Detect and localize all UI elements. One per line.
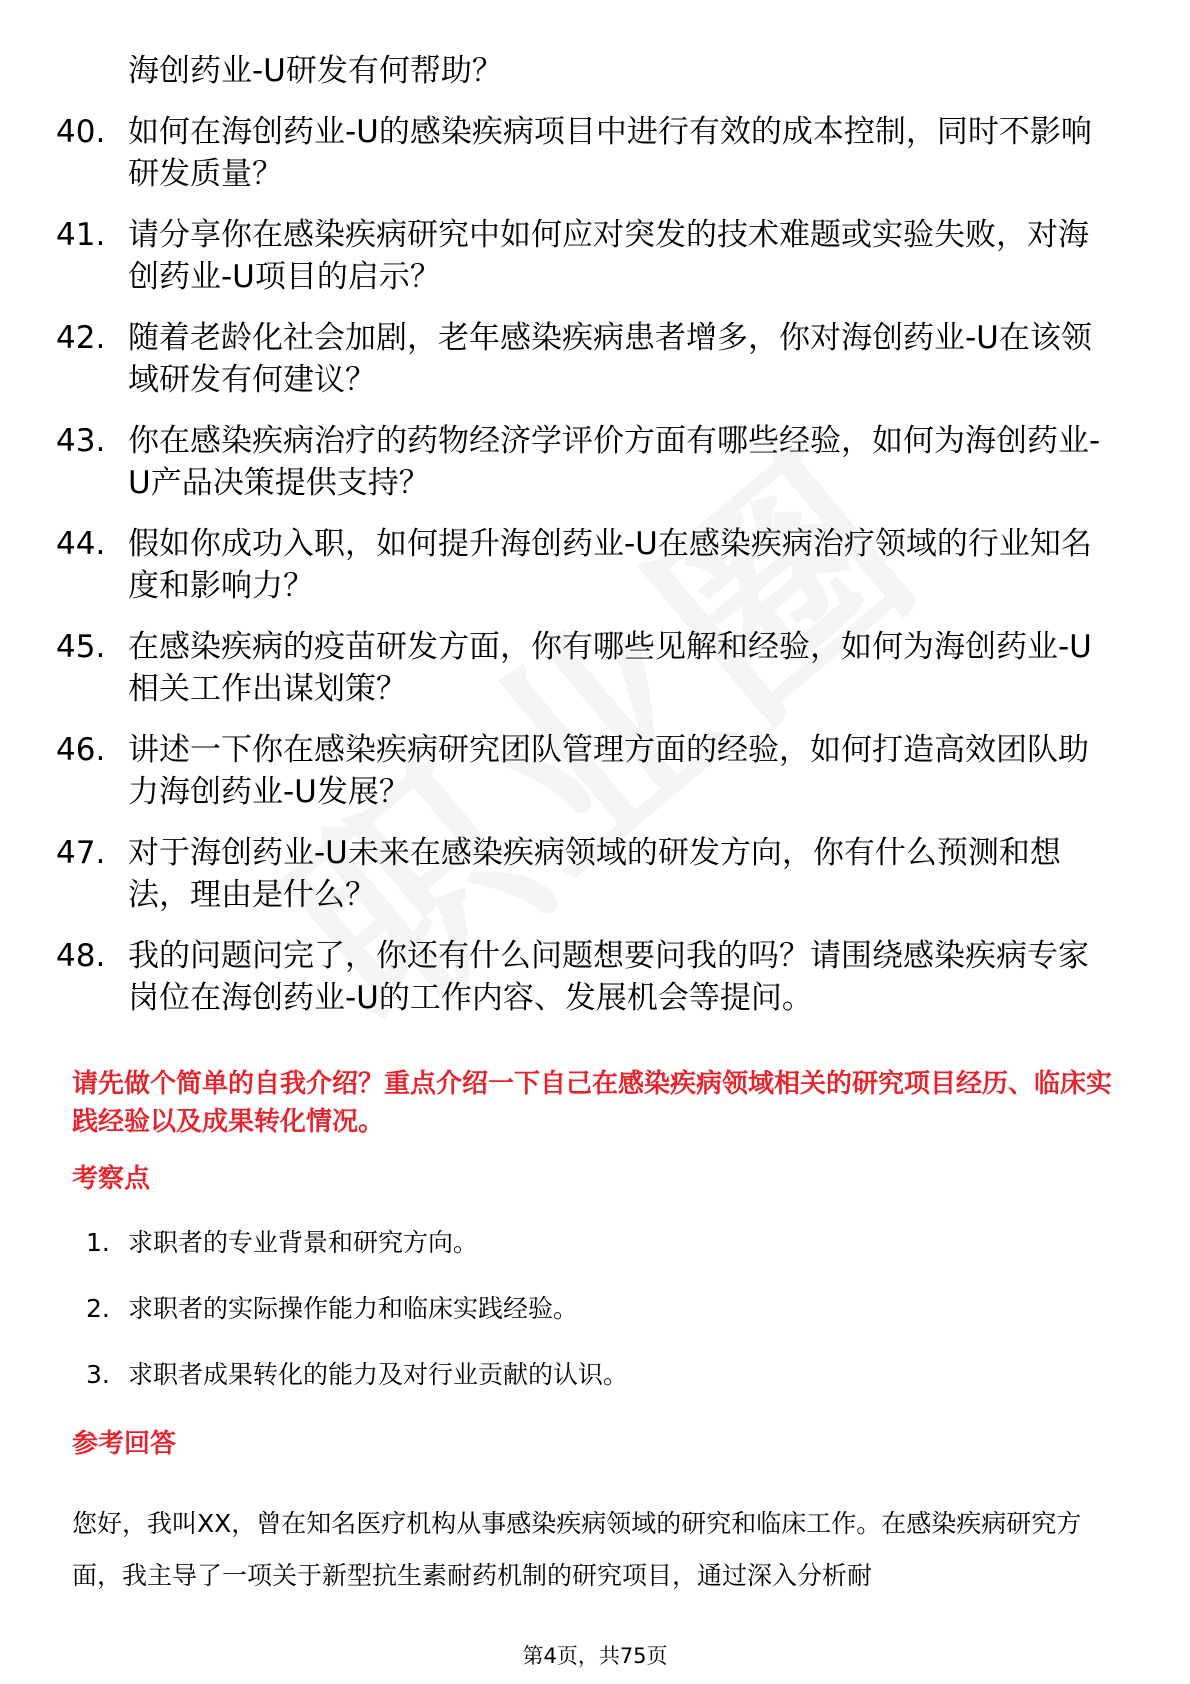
list-item xyxy=(0,420,1118,504)
list-item xyxy=(0,111,1118,195)
list-item xyxy=(0,1225,1190,1261)
list-item xyxy=(0,832,1118,916)
item-number: 41. xyxy=(56,217,106,253)
item-number: 3. xyxy=(86,1360,110,1389)
item-text: 求职者成果转化的能力及对行业贡献的认识。 xyxy=(128,1360,629,1389)
list-item xyxy=(0,626,1118,710)
item-text: 海创药业-U研发有何帮助？ xyxy=(128,53,503,89)
item-text: 请分享你在感染疾病研究中如何应对突发的技术难题或实验失败，对海创药业-U项目的启示？ xyxy=(128,217,1089,295)
reference-answer-text: 您好，我叫XX，曾在知名医疗机构从事感染疾病领域的研究和临床工作。在感染疾病研究方面，我主导了一项关于新型抗生素耐药机制的研究项目，通过深入分析耐 xyxy=(72,1509,1082,1590)
item-text: 求职者的实际操作能力和临床实践经验。 xyxy=(128,1294,579,1323)
list-item xyxy=(0,1357,1190,1393)
item-number: 1. xyxy=(86,1228,110,1257)
list-item xyxy=(0,935,1118,1019)
list-item xyxy=(0,523,1118,607)
item-number: 48. xyxy=(56,938,106,974)
item-number: 44. xyxy=(56,526,106,562)
item-number: 46. xyxy=(56,732,106,768)
question-list xyxy=(0,50,1190,1038)
item-text: 对于海创药业-U未来在感染疾病领域的研发方向，你有什么预测和想法，理由是什么？ xyxy=(128,835,1061,913)
item-text: 在感染疾病的疫苗研发方面，你有哪些见解和经验，如何为海创药业-U相关工作出谋划策？ xyxy=(128,629,1092,707)
item-text: 你在感染疾病治疗的药物经济学评价方面有哪些经验，如何为海创药业-U产品决策提供支持？ xyxy=(128,423,1101,501)
item-text: 我的问题问完了，你还有什么问题想要问我的吗？请围绕感染疾病专家岗位在海创药业-U的工作内容、发展机会等提问。 xyxy=(128,938,1089,1016)
item-text: 随着老龄化社会加剧，老年感染疾病患者增多，你对海创药业-U在该领域研发有何建议？ xyxy=(128,320,1092,398)
list-item xyxy=(0,214,1118,298)
list-item xyxy=(0,317,1118,401)
exam-points-heading: 考察点 xyxy=(72,1164,151,1194)
item-number: 43. xyxy=(56,423,106,459)
list-item xyxy=(0,1291,1190,1327)
item-number: 2. xyxy=(86,1294,110,1323)
page-footer: 第4页，共75页 xyxy=(522,1644,668,1668)
highlighted-question: 请先做个简单的自我介绍？重点介绍一下自己在感染疾病领域相关的研究项目经历、临床实践经验以及成果转化情况。 xyxy=(72,1069,1113,1137)
item-text: 假如你成功入职，如何提升海创药业-U在感染疾病治疗领域的行业知名度和影响力？ xyxy=(128,526,1092,604)
item-text: 讲述一下你在感染疾病研究团队管理方面的经验，如何打造高效团队助力海创药业-U发展？ xyxy=(128,732,1089,810)
list-item xyxy=(0,729,1118,813)
item-text: 如何在海创药业-U的感染疾病项目中进行有效的成本控制，同时不影响研发质量？ xyxy=(128,114,1092,192)
reference-answer-heading: 参考回答 xyxy=(72,1429,177,1459)
item-number: 40. xyxy=(56,114,106,150)
list-item xyxy=(0,50,1118,92)
item-text: 求职者的专业背景和研究方向。 xyxy=(128,1228,479,1257)
item-number: 45. xyxy=(56,629,106,665)
item-number: 47. xyxy=(56,835,106,871)
exam-points-list xyxy=(0,1225,1190,1423)
item-number: 42. xyxy=(56,320,106,356)
